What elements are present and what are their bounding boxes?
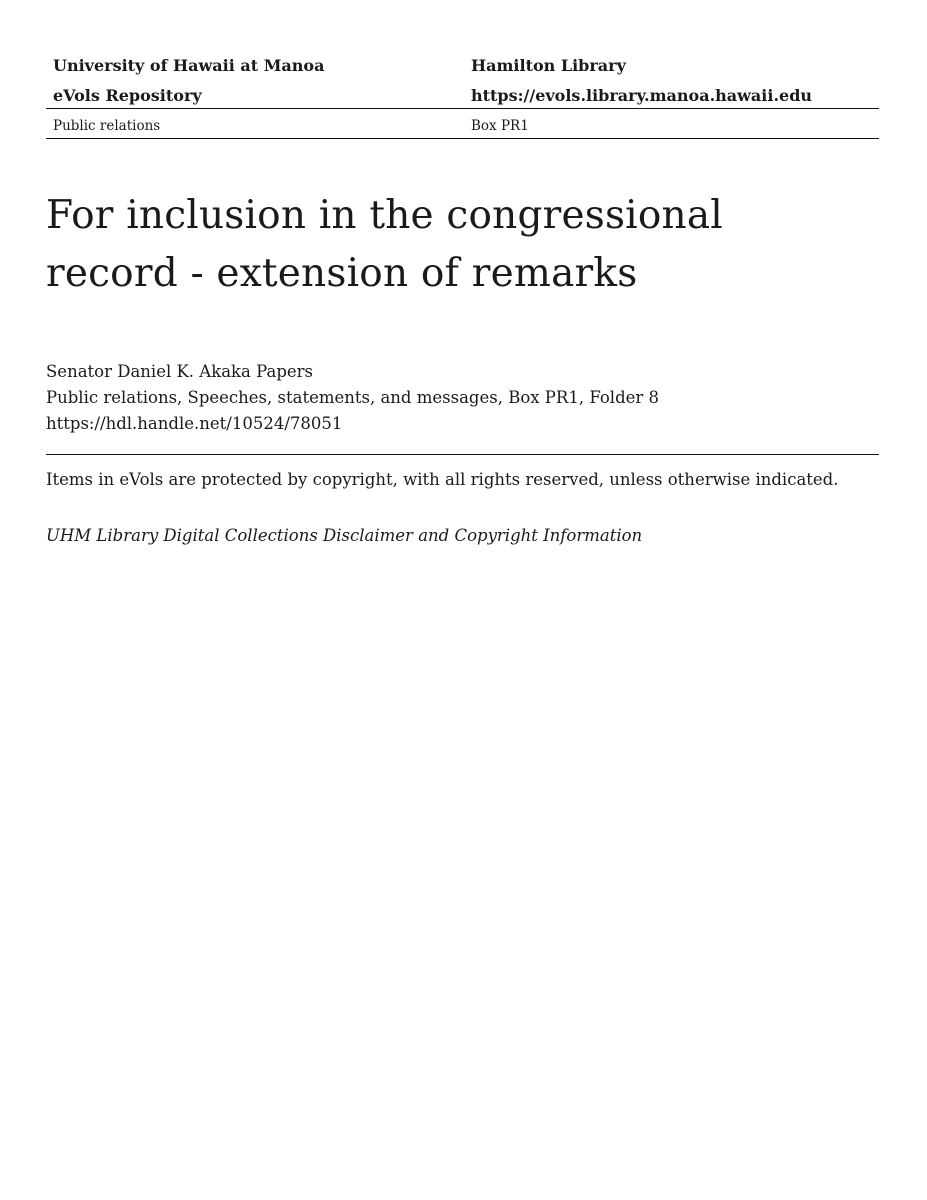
header-row-3 [46, 109, 879, 139]
header-row-2 [46, 82, 879, 109]
cover-page [46, 0, 879, 1200]
divider [46, 454, 879, 455]
title-line-2: record - extension of remarks [46, 251, 638, 296]
document-title [46, 187, 879, 303]
institution-name: University of Hawaii at Manoa [53, 56, 325, 75]
header-table [46, 52, 879, 139]
box-label: Box PR1 [471, 118, 529, 134]
repository-name: eVols Repository [53, 86, 202, 105]
series-name: Public relations [53, 118, 161, 134]
document-metadata [46, 359, 879, 437]
repository-url-link[interactable]: https://evols.library.manoa.hawaii.edu [471, 86, 813, 105]
disclaimer-link[interactable]: UHM Library Digital Collections Disclaimer and Copyright Information [46, 526, 643, 545]
library-name: Hamilton Library [471, 56, 626, 75]
title-line-1: For inclusion in the congressional [46, 193, 723, 238]
header-row-1 [46, 52, 879, 82]
folder-location: Public relations, Speeches, statements, and messages, Box PR1, Folder 8 [46, 388, 660, 407]
handle-link[interactable]: https://hdl.handle.net/10524/78051 [46, 414, 343, 433]
copyright-notice: Items in eVols are protected by copyright, with all rights reserved, unless otherwise indicated. [46, 470, 839, 489]
collection-name: Senator Daniel K. Akaka Papers [46, 362, 314, 381]
